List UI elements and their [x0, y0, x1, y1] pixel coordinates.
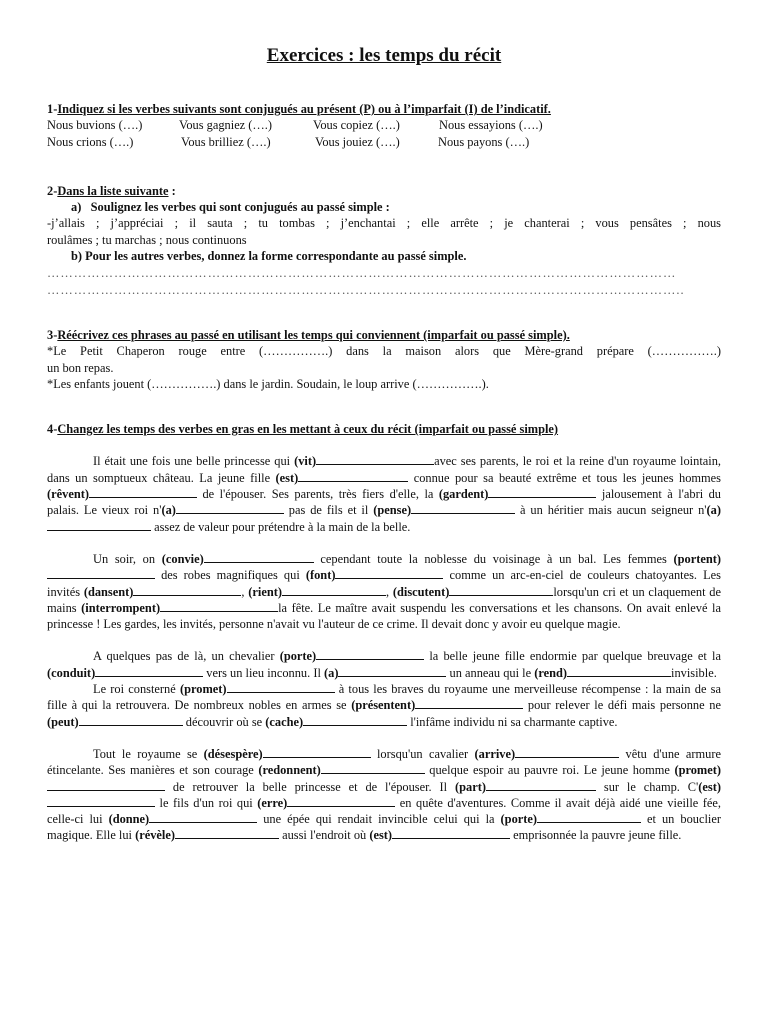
story-text: , — [386, 584, 393, 599]
story-paragraph-2 — [47, 551, 721, 632]
exercise-4-instruction: 4-Changez les temps des verbes en gras en les mettant à ceux du récit (imparfait ou passé simple) — [47, 422, 559, 437]
bold-verb: (désespère) — [203, 746, 263, 761]
story-paragraph-3 — [47, 648, 721, 681]
answer-blank[interactable] — [176, 502, 284, 514]
story-text: sur le champ. C' — [596, 779, 699, 794]
story-text: de retrouver la belle princesse et de l'épouser. Il — [165, 779, 456, 794]
answer-blank[interactable] — [415, 697, 523, 709]
answer-blank[interactable] — [449, 584, 553, 596]
story-text: jalousement à l'abri du palais. Le vieux roi n' — [47, 487, 721, 518]
story-text: lorsqu'un cavalier — [370, 746, 475, 761]
story-text: la belle jeune fille endormie par quelque breuvage et la — [424, 649, 721, 664]
answer-blank[interactable] — [316, 453, 434, 465]
bold-verb: (a) — [706, 503, 721, 518]
item: Nous payons (….) — [438, 134, 530, 149]
answer-blank[interactable] — [89, 486, 197, 498]
story-paragraph-1 — [47, 453, 721, 534]
story-text: découvrir où se — [182, 714, 266, 729]
story-text: avec ses parents, le roi et la reine d'un royaume lointain, dans un somptueux château. La jeune fille — [47, 454, 722, 485]
story-text: l'infâme individu ni sa charmante captive. — [407, 714, 618, 729]
bold-verb: (portent) — [673, 551, 722, 566]
bold-verb: (redonnent) — [258, 763, 321, 778]
bold-verb: (part) — [455, 779, 486, 794]
bold-verb: (dansent) — [83, 584, 134, 599]
exercise-4 — [47, 421, 721, 844]
story-text: et un bouclier magique. Elle lui — [47, 812, 721, 843]
story-text: pour relever le défi mais personne ne — [523, 698, 721, 713]
bold-verb: (peut) — [47, 714, 79, 729]
bold-verb: (discutent) — [392, 584, 450, 599]
story-text: de l'épouser. Ses parents, très fiers d'elle, la — [196, 487, 439, 502]
story-text: vers un lieu inconnu. Il — [203, 665, 324, 680]
item: Nous essayions (….) — [439, 118, 543, 133]
answer-blank[interactable] — [316, 648, 424, 660]
bold-verb: (est) — [275, 470, 299, 485]
story-text: assez de valeur pour prétendre à la main de la belle. — [151, 519, 411, 534]
item: Nous crions (….) — [47, 134, 134, 149]
bold-verb: (est) — [698, 779, 721, 794]
answer-dots-line[interactable]: …………………………………………………………………………………………………………………………….. — [47, 282, 685, 297]
story-text: lorsqu'un cri et un claquement de mains — [47, 584, 721, 615]
bold-verb: (arrive) — [474, 746, 516, 761]
answer-blank[interactable] — [298, 470, 408, 482]
bold-verb: (a) — [324, 665, 339, 680]
bold-verb: (cache) — [265, 714, 304, 729]
story-text: cependant toute la noblesse du voisinage à un bal. Les femmes — [313, 551, 674, 566]
exercise-2 — [47, 183, 721, 298]
bold-verb: (présentent) — [351, 698, 416, 713]
answer-blank[interactable] — [149, 811, 257, 823]
bold-verb: (promet) — [674, 763, 721, 778]
story-paragraph-5 — [47, 746, 721, 844]
answer-blank[interactable] — [411, 502, 515, 514]
answer-blank[interactable] — [537, 811, 641, 823]
answer-blank[interactable] — [486, 779, 596, 791]
story-text: connue pour sa beauté extrême et tous les jeunes hommes — [408, 470, 721, 485]
item: Vous copiez (….) — [313, 118, 400, 133]
story-text: quelque espoir au pauvre roi. Le jeune homme — [424, 763, 675, 778]
bold-verb: (interrompent) — [81, 600, 161, 615]
answer-blank[interactable] — [287, 795, 395, 807]
bold-verb: (conduit) — [47, 665, 96, 680]
story-paragraph-4 — [47, 681, 721, 730]
story-text: emprisonnée la pauvre jeune fille. — [510, 828, 682, 843]
item: Vous gagniez (….) — [179, 118, 273, 133]
item: Nous buvions (….) — [47, 118, 143, 133]
answer-blank[interactable] — [227, 681, 335, 693]
exercise-2a: a) Soulignez les verbes qui sont conjugués au passé simple : — [71, 200, 390, 215]
exercise-3 — [47, 327, 721, 392]
page-title: Exercices : les temps du récit — [266, 45, 502, 66]
story-text: pas de fils et il — [283, 503, 374, 518]
story-text: des robes magnifiques qui — [155, 568, 306, 583]
answer-blank[interactable] — [95, 665, 203, 677]
bold-verb: (font) — [305, 568, 336, 583]
story-text: en quête d'aventures. Comme il avait déjà aidé une vieille fée, celle-ci lui — [47, 795, 721, 827]
bold-verb: (a) — [161, 503, 176, 518]
bold-verb: (est) — [369, 828, 393, 843]
story-text: vêtu d'une armure étincelante. Ses manières et son courage — [47, 746, 721, 778]
answer-blank[interactable] — [321, 762, 425, 774]
bold-verb: (porte) — [279, 649, 317, 664]
bold-verb: (convie) — [161, 551, 204, 566]
answer-blank[interactable] — [133, 584, 241, 596]
answer-blank[interactable] — [47, 567, 155, 579]
answer-blank[interactable] — [47, 519, 151, 531]
sentence-1-end: un bon repas. — [47, 360, 114, 375]
answer-blank[interactable] — [515, 746, 619, 758]
sentence-1: *Le Petit Chaperon rouge entre (…………….) dans la maison alors que Mère-grand prépare (…………….) — [47, 344, 721, 359]
exercise-1 — [47, 101, 721, 150]
sentence-2: *Les enfants jouent (…………….) dans le jardin. Soudain, le loup arrive (…………….). — [47, 376, 489, 391]
bold-verb: (vit) — [294, 454, 317, 469]
story-text: Le roi consterné — [93, 682, 180, 697]
exercise-1-row-1 — [47, 117, 721, 133]
story-text: A quelques pas de là, un chevalier — [93, 649, 280, 664]
bold-verb: (rend) — [534, 665, 568, 680]
exercise-1-row-2 — [47, 134, 721, 150]
answer-blank[interactable] — [488, 486, 596, 498]
answer-blank[interactable] — [175, 827, 279, 839]
story-text: à tous les braves du royaume une merveilleuse récompense : la main de sa fille à qui la retrouvera. De nombreux nobles en armes se — [47, 682, 722, 713]
bold-verb: (promet) — [179, 682, 227, 697]
answer-blank[interactable] — [282, 584, 386, 596]
answer-blank[interactable] — [263, 746, 371, 758]
verb-list-line-2: roulâmes ; tu marchas ; nous continuons — [47, 232, 247, 247]
answer-blank[interactable] — [303, 714, 407, 726]
bold-verb: (révèle) — [135, 828, 175, 843]
story-text: Tout le royaume se — [93, 746, 204, 761]
story-text: Un soir, on — [93, 551, 162, 566]
exercise-3-instruction: 3-Réécrivez ces phrases au passé en utilisant les temps qui conviennent (imparfait ou passé simple). — [47, 327, 570, 342]
story-text: invisible. — [671, 665, 717, 680]
answer-blank[interactable] — [338, 665, 446, 677]
verb-list-line-1: -j’allais ; j’appréciai ; il sauta ; tu tombas ; j’enchantai ; elle arrête ; je chanterai ; vous pensâtes ; nous — [47, 216, 721, 231]
bold-verb: (rient) — [248, 584, 282, 599]
bold-verb: (porte) — [500, 812, 538, 827]
answer-dots-line[interactable]: …………………………………………………………………………………………………………………………… — [47, 266, 677, 281]
story-text: la fête. Le maître avait suspendu les conversations et les chansons. On avait enlevé la princesse ! Les gardes, les invités, personne n'avait vu l'auteur de ce crime. Il devait donc y avoir eu quelque magie. — [47, 600, 721, 632]
bold-verb: (rêvent) — [47, 487, 89, 502]
answer-blank[interactable] — [567, 665, 671, 677]
story-text: , — [241, 584, 249, 599]
story-text: Il était une fois une belle princesse qui — [93, 454, 295, 469]
exercise-2-instruction: 2-Dans la liste suivante : — [47, 183, 176, 198]
bold-verb: (donne) — [108, 812, 150, 827]
exercise-1-instruction: 1-Indiquez si les verbes suivants sont conjugués au présent (P) ou à l’imparfait (I) de l’indicatif. — [47, 102, 551, 116]
worksheet-page — [47, 44, 721, 844]
item: Vous brilliez (….) — [181, 134, 271, 149]
story-text: le fils d'un roi qui — [155, 795, 258, 810]
answer-blank[interactable] — [47, 795, 155, 807]
exercise-2b: b) Pour les autres verbes, donnez la forme correspondante au passé simple. — [71, 249, 467, 264]
answer-blank[interactable] — [204, 551, 314, 563]
answer-blank[interactable] — [47, 779, 165, 791]
answer-blank[interactable] — [392, 827, 510, 839]
answer-blank[interactable] — [335, 567, 443, 579]
answer-blank[interactable] — [160, 600, 278, 612]
answer-blank[interactable] — [79, 714, 183, 726]
bold-verb: (erre) — [257, 795, 288, 810]
story-text: comme un arc-en-ciel de couleurs chatoyantes. Les invités — [47, 568, 721, 599]
item: Vous jouiez (….) — [315, 134, 400, 149]
story-text: une épée qui rendait invincible celui qui la — [257, 812, 501, 827]
story-text: à un héritier mais aucun seigneur n' — [515, 503, 707, 518]
story-text: un anneau qui le — [446, 665, 535, 680]
bold-verb: (pense) — [373, 503, 412, 518]
bold-verb: (gardent) — [438, 487, 489, 502]
story-text: aussi l'endroit où — [278, 828, 370, 843]
